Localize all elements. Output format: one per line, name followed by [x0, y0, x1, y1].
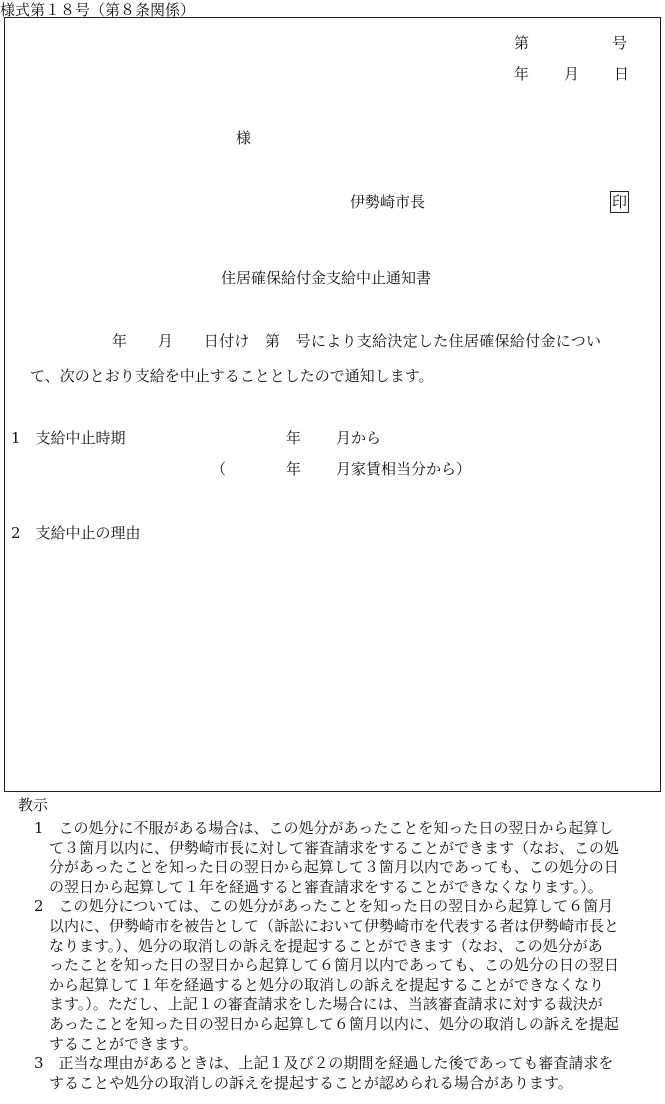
- doc-number-go: 号: [612, 34, 628, 52]
- instruction-line: 2 この処分については、この処分があったことを知った日の翌日から起算して６箇月: [34, 897, 614, 916]
- date-month: 月: [564, 65, 580, 83]
- instruction-line: なります。）、処分の取消しの訴えを提起することができます（なお、この処分があ: [49, 936, 603, 955]
- item-1-from: 月から: [336, 429, 382, 447]
- form-label: 様式第１８号（第８条関係）: [0, 1, 196, 19]
- item-1-year: 年: [286, 429, 302, 447]
- instruction-line: 3 正当な理由があるときは、上記１及び２の期間を経過した後であっても審査請求を: [34, 1054, 614, 1073]
- body-line-1: 年 月 日付け 第 号により支給決定した住居確保給付金につい: [112, 332, 602, 350]
- instruction-line: することや処分の取消しの訴えを提起することが認められる場合があります。: [49, 1073, 573, 1092]
- item-2-label: 2 支給中止の理由: [11, 524, 141, 542]
- item-1-year-2: 年: [286, 460, 302, 478]
- seal-mark: [610, 191, 629, 213]
- seal-label: 印: [612, 193, 628, 211]
- instruction-line: て３箇月以内に、伊勢崎市長に対して審査請求をすることができます（なお、この処: [49, 838, 620, 857]
- instruction-line: 分があったことを知った日の翌日から起算して３箇月以内であっても、この処分の日: [49, 858, 619, 877]
- item-1-label: 1 支給中止時期: [11, 429, 126, 447]
- instruction-heading: 教示: [18, 796, 49, 814]
- item-1-paren-open: （: [211, 460, 227, 478]
- instruction-line: から起算して１年を経過すると処分の取消しの訴えを提起することができなくなり: [49, 975, 605, 994]
- notice-title: 住居確保給付金支給中止通知書: [221, 269, 432, 287]
- addressee-sama: 様: [236, 129, 252, 147]
- instruction-line: 以内に、伊勢崎市を被告として（訴訟において伊勢崎市を代表する者は伊勢崎市長と: [49, 917, 620, 935]
- date-day: 日: [614, 65, 630, 83]
- item-1-rent: 月家賃相当分から）: [336, 460, 472, 478]
- instruction-line: ったことを知った日の翌日から起算して６箇月以内であっても、この処分の日の翌日: [49, 956, 619, 975]
- notice-frame: [4, 17, 661, 792]
- instruction-line: ます。）。ただし、上記１の審査請求をした場合には、当該審査請求に対する裁決が: [49, 995, 603, 1014]
- doc-number-dai: 第: [514, 34, 530, 52]
- sender-name: 伊勢崎市長: [350, 193, 426, 211]
- instruction-line: の翌日から起算して１年を経過すると審査請求をすることができなくなります。）。: [49, 877, 603, 896]
- body-line-2: て、次のとおり支給を中止することとしたので通知します。: [30, 367, 434, 385]
- date-year: 年: [514, 65, 530, 83]
- instruction-line: することができます。: [49, 1034, 198, 1053]
- instruction-line: 1 この処分に不服がある場合は、この処分があったことを知った日の翌日から起算し: [34, 819, 614, 837]
- instruction-line: あったことを知った日の翌日から起算して６箇月以内に、処分の取消しの訴えを提起: [49, 1015, 619, 1033]
